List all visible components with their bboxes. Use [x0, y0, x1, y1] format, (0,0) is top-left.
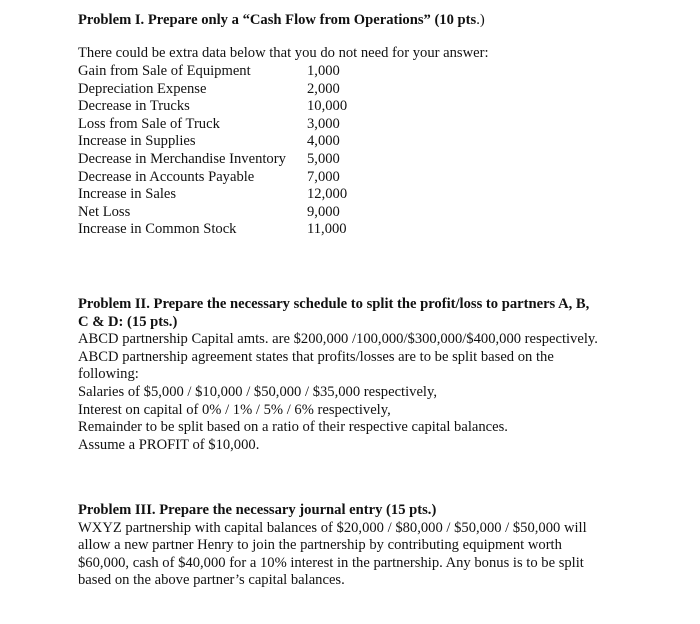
- problem-1-title-bold: Problem I. Prepare only a “Cash Flow from Operations” (10 pts: [78, 12, 477, 28]
- data-item-label: Gain from Sale of Equipment: [78, 63, 251, 79]
- data-item-value: 1,000: [307, 63, 340, 79]
- data-item-value: 7,000: [307, 168, 340, 185]
- problem-3-title: Problem III. Prepare the necessary journal entry (15 pts.): [78, 502, 437, 518]
- problem-2-section: [78, 296, 638, 454]
- data-item-value: 11,000: [307, 221, 347, 238]
- data-list-item: [78, 151, 478, 169]
- data-item-value: 9,000: [307, 203, 340, 220]
- problem-2-text-line-5: Interest on capital of 0% / 1% / 5% / 6% respectively,: [78, 401, 391, 418]
- data-item-label: Loss from Sale of Truck: [78, 115, 220, 132]
- data-item-value: 2,000: [307, 80, 340, 97]
- data-list-item: [78, 186, 478, 204]
- problem-3-text-line-1: WXYZ partnership with capital balances of $20,000 / $80,000 / $50,000 / $50,000 will: [78, 519, 587, 536]
- data-list-item: [78, 133, 478, 151]
- problem-1-intro: There could be extra data below that you do not need for your answer:: [78, 45, 489, 61]
- problem-2-text-line-2: ABCD partnership agreement states that profits/losses are to be split based on the: [78, 348, 554, 365]
- data-item-label: Decrease in Trucks: [78, 98, 190, 115]
- problem-3-text-line-2: allow a new partner Henry to join the partnership by contributing equipment worth: [78, 537, 562, 554]
- data-list-item: [78, 116, 478, 134]
- data-item-label: Increase in Supplies: [78, 133, 196, 150]
- problem-2-text-line-6: Remainder to be split based on a ratio of their respective capital balances.: [78, 419, 508, 436]
- data-item-value: 10,000: [307, 98, 348, 115]
- data-item-label: Decrease in Accounts Payable: [78, 168, 255, 185]
- problem-2-text-line-3: following:: [78, 366, 139, 383]
- problem-2-title-line-1: Problem II. Prepare the necessary schedule to split the profit/loss to partners A, B,: [78, 296, 590, 312]
- problem-3-section: [78, 502, 626, 590]
- data-list-item: [78, 81, 478, 99]
- problem-3-text-line-4: based on the above partner’s capital balances.: [78, 572, 345, 589]
- problem-3-text-line-3: $60,000, cash of $40,000 for a 10% interest in the partnership. Any bonus is to be split: [78, 554, 584, 571]
- data-item-value: 5,000: [307, 150, 340, 167]
- data-item-value: 4,000: [307, 133, 340, 150]
- data-item-label: Increase in Common Stock: [78, 221, 237, 238]
- data-item-label: Net Loss: [78, 203, 131, 220]
- data-item-value: 12,000: [307, 186, 348, 203]
- data-list-item: [78, 98, 478, 116]
- data-item-value: 3,000: [307, 115, 340, 132]
- data-list-item: [78, 204, 478, 222]
- problem-1-data-list: [78, 63, 478, 239]
- data-list-item: [78, 221, 478, 239]
- data-item-label: Decrease in Merchandise Inventory: [78, 150, 286, 167]
- problem-1-title-tail: .): [476, 12, 485, 28]
- problem-2-title-line-2: C & D: (15 pts.): [78, 313, 178, 330]
- problem-2-text-line-7: Assume a PROFIT of $10,000.: [78, 436, 260, 453]
- data-item-label: Depreciation Expense: [78, 80, 207, 97]
- problem-1-title: [78, 12, 485, 30]
- problem-2-text-line-4: Salaries of $5,000 / $10,000 / $50,000 / $35,000 respectively,: [78, 383, 437, 400]
- data-item-label: Increase in Sales: [78, 186, 177, 203]
- data-list-item: [78, 63, 478, 81]
- data-list-item: [78, 169, 478, 187]
- problem-2-text-line-1: ABCD partnership Capital amts. are $200,000 /100,000/$300,000/$400,000 respectively.: [78, 331, 598, 348]
